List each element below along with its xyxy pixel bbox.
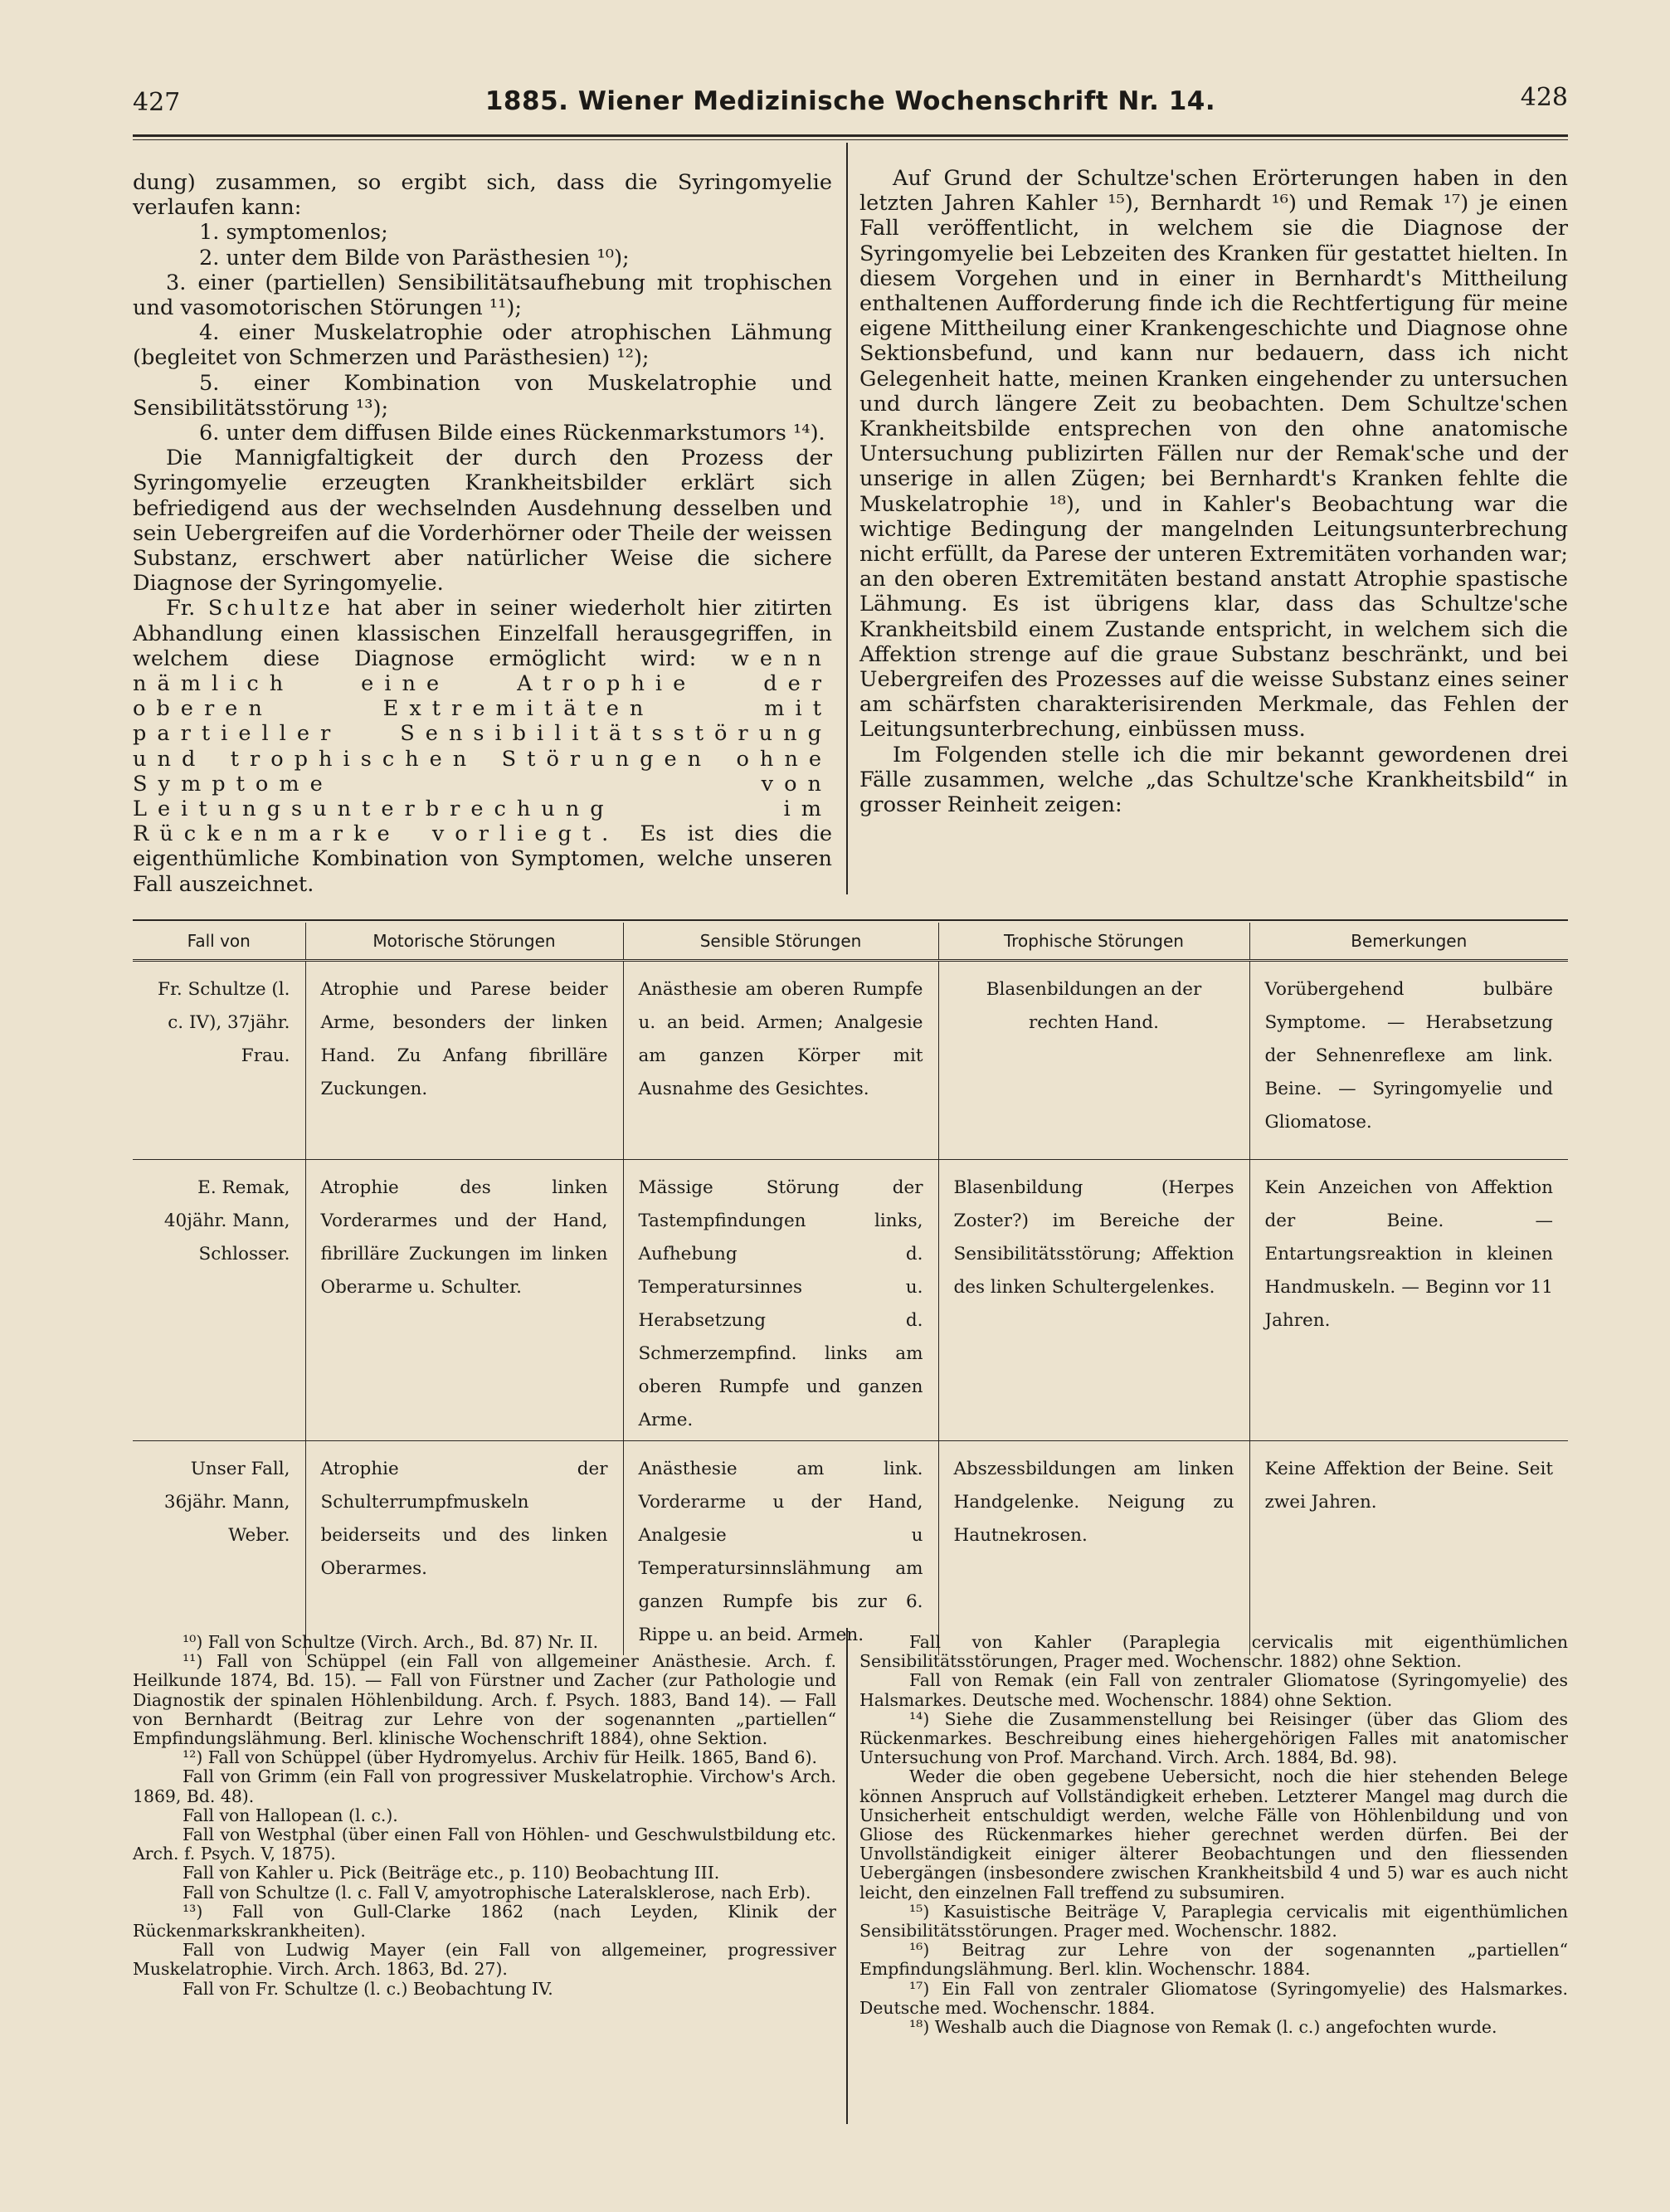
- footnotes-right: [859, 1633, 1568, 2037]
- column-divider: [846, 143, 848, 894]
- footnote: ¹⁵) Kasuistische Beiträge V, Paraplegia cervicalis mit eigenthümlichen Sensibilitätsstörungen. Prager med. Wochenschr. 1882.: [859, 1901, 1568, 1942]
- footnote: Fall von Kahler (Paraplegia cervicalis mit eigenthümlichen Sensibilitätsstörungen, Prager med. Wochenschr. 1882) ohne Sektion.: [859, 1632, 1568, 1672]
- header-rule: [133, 134, 1568, 137]
- list-item-6: 6. unter dem diffusen Bilde eines Rückenmarkstumors ¹⁴).: [199, 421, 825, 446]
- table-cell: Anästhesie am link. Vorderarme u der Hand, Analgesie u Temperatursinnslähmung am ganzen Rumpfe bis zur 6. Rippe u. an beid. Armen.: [623, 1441, 938, 1656]
- header-rule-thin: [133, 139, 1568, 140]
- footnote: ¹³) Fall von Gull-Clarke 1862 (nach Leyden, Klinik der Rückenmarkskrankheiten).: [133, 1901, 836, 1942]
- text-run: Es ist dies die eigenthümliche Kombination von Symptomen, welche unseren Fall auszeichnet.: [133, 821, 833, 897]
- left-column: [133, 170, 832, 897]
- table-cell: Keine Affektion der Beine. Seit zwei Jahren.: [1249, 1441, 1568, 1656]
- journal-title: 1885. Wiener Medizinische Wochenschrift Nr. 14.: [484, 86, 1216, 116]
- list-item-3: 3. einer (partiellen) Sensibilitätsaufhebung mit trophischen und vasomotorischen Störungen ¹¹);: [133, 270, 832, 321]
- table-cell: Vorübergehend bulbäre Symptome. — Herabsetzung der Sehnenreflexe am link. Beine. — Syringomyelie und Gliomatose.: [1249, 961, 1568, 1160]
- footnote: ¹⁰) Fall von Schultze (Virch. Arch., Bd. 87) Nr. II.: [183, 1632, 599, 1652]
- footnote: Fall von Schultze (l. c. Fall V, amyotrophische Lateralsklerose, nach Erb).: [183, 1882, 811, 1903]
- list-item-4: 4. einer Muskelatrophie oder atrophischen Lähmung (begleitet von Schmerzen und Parästhesien) ¹²);: [133, 320, 832, 371]
- footnote: ¹⁴) Siehe die Zusammenstellung bei Reisinger (über das Gliom des Rückenmarkes. Beschreibung eines hiehergehörigen Falles mit anatomischer Untersuchung von Prof. Marchand. Virch. Arch. 1884, Bd. 98).: [859, 1708, 1568, 1768]
- footnote: ¹⁷) Ein Fall von zentraler Gliomatose (Syringomyelie) des Halsmarkes. Deutsche med. Wochenschr. 1884.: [859, 1978, 1568, 2018]
- footnote: Fall von Westphal (über einen Fall von Höhlen- und Geschwulstbildung etc. Arch. f. Psych. V, 1875).: [133, 1825, 836, 1864]
- footnotes-left: [133, 1633, 836, 1999]
- table-cell: Unser Fall, 36jähr. Mann, Weber.: [133, 1441, 305, 1656]
- footnote: ¹¹) Fall von Schüppel (ein Fall von allgemeiner Anästhesie. Arch. f. Heilkunde 1874, Bd. 15). — Fall von Fürstner und Zacher (zur Pathologie und Diagnostik der spinalen Höhlenbildung. Arch. f. Psych. 1883, Band 14). — Fall von Bernhardt (Beitrag zur Lehre von der sogenannten „partiellen“ Empfindungslähmung. Berl. klinische Wochenschrift 1884), ohne Sektion.: [133, 1651, 836, 1749]
- table-row: [133, 1441, 1568, 1656]
- list-item-1: 1. symptomenlos;: [199, 220, 388, 246]
- table-cell: Abszessbildungen am linken Handgelenke. Neigung zu Hautnekrosen.: [938, 1441, 1249, 1656]
- page-number-right: 428: [1520, 83, 1568, 112]
- emphasized-text: wenn nämlich eine Atrophie der oberen Extremitäten mit partieller Sensibilitätsstörung und trophischen Störungen ohne Symptome von Leitungsunterbrechung im Rückenmarke vorliegt.: [133, 646, 832, 847]
- table-cell: E. Remak, 40jähr. Mann, Schlosser.: [133, 1160, 305, 1441]
- table-cell: Blasenbildungen an der rechten Hand.: [938, 961, 1249, 1160]
- table-header-row: [133, 923, 1568, 961]
- footnote: ¹⁶) Beitrag zur Lehre von der sogenannten „partiellen“ Empfindungslähmung. Berl. klin. Wochenschr. 1884.: [859, 1940, 1568, 1980]
- table-row: [133, 961, 1568, 1160]
- page-number-left: 427: [133, 88, 181, 117]
- footnote: ¹⁸) Weshalb auch die Diagnose von Remak (l. c.) angefochten wurde.: [909, 2017, 1497, 2038]
- text-run: Fr.: [166, 596, 208, 621]
- right-column: [859, 166, 1568, 817]
- list-item-2: 2. unter dem Bilde von Parästhesien ¹⁰);: [199, 245, 630, 270]
- table-cell: Atrophie und Parese beider Arme, besonders der linken Hand. Zu Anfang fibrilläre Zuckungen.: [305, 961, 623, 1160]
- page-header: [133, 80, 1568, 126]
- footnote: Fall von Ludwig Mayer (ein Fall von allgemeiner, progressiver Muskelatrophie. Virch. Arch. 1863, Bd. 27).: [133, 1940, 836, 1980]
- table-cell: Atrophie der Schulterrumpfmuskeln beiderseits und des linken Oberarmes.: [305, 1441, 623, 1656]
- column-header: Trophische Störungen: [938, 923, 1249, 961]
- table-cell: Fr. Schultze (l. c. IV), 37jähr. Frau.: [158, 979, 290, 1066]
- footnote: ¹²) Fall von Schüppel (über Hydromyelus. Archiv für Heilk. 1865, Band 6).: [183, 1747, 818, 1768]
- left-para-schultze: [133, 596, 832, 896]
- footnote: Fall von Fr. Schultze (l. c.) Beobachtung IV.: [183, 1978, 553, 1999]
- column-header: Fall von: [133, 923, 305, 961]
- footnote: Fall von Kahler u. Pick (Beiträge etc., p. 110) Beobachtung III.: [183, 1863, 720, 1883]
- footnote: Fall von Remak (ein Fall von zentraler Gliomatose (Syringomyelie) des Halsmarkes. Deutsche med. Wochenschr. 1884) ohne Sektion.: [859, 1670, 1568, 1710]
- right-para-1: Auf Grund der Schultze'schen Erörterungen haben in den letzten Jahren Kahler ¹⁵), Bernhardt ¹⁶) und Remak ¹⁷) je einen Fall veröffentlicht, in welchem sie die Diagnose der Syringomyelie bei Lebzeiten des Kranken für gestattet hielten. In diesem Vorgehen und in einer in Bernhardt's Mittheilung enthaltenen Aufforderung finde ich die Rechtfertigung für meine eigene Mittheilung einer Krankengeschichte und Diagnose ohne Sektionsbefund, und kann nur bedauern, dass ich nicht Gelegenheit hatte, meinen Kranken eingehender zu untersuchen und durch längere Zeit zu beobachten. Dem Schultze'schen Krankheitsbilde entsprechen von den ohne anatomische Untersuchung publizirten Fällen nur der Remak'sche und der unserige in allen Zügen; bei Bernhardt's Kranken fehlte die Muskelatrophie ¹⁸), und in Kahler's Beobachtung war die wichtige Bedingung der mangelnden Leitungsunterbrechung nicht erfüllt, da Parese der unteren Extremitäten vorhanden war; an den oberen Extremitäten bestand anstatt Atrophie spastische Lähmung. Es ist übrigens klar, dass das Schultze'sche Krankheitsbild einem Zustande entspricht, in welchem sich die Affektion strenge auf die graue Substanz beschränkt, und bei Uebergreifen des Prozesses auf die weisse Substanz eines seiner am schärfsten charakterisirenden Merkmale, das Fehlen der Leitungsunterbrechung, einbüssen muss.: [859, 166, 1568, 743]
- footnote: Fall von Hallopean (l. c.).: [183, 1805, 398, 1825]
- table-cell: Atrophie des linken Vorderarmes und der Hand, fibrilläre Zuckungen im linken Oberarme u. Schulter.: [305, 1160, 623, 1441]
- comparison-table: [133, 923, 1568, 1655]
- author-name: Schultze: [207, 596, 334, 621]
- table-top-rule: [133, 919, 1568, 921]
- column-header: Bemerkungen: [1249, 923, 1568, 961]
- footnote-divider: [846, 1628, 848, 2124]
- text-run: hat aber in seiner wiederholt hier zitirten Abhandlung einen klassischen Einzelfall herausgegriffen, in welchem diese Diagnose ermöglicht wird:: [133, 596, 832, 671]
- right-para-2: Im Folgenden stelle ich die mir bekannt gewordenen drei Fälle zusammen, welche „das Schultze'sche Krankheitsbild“ in grosser Reinheit zeigen:: [859, 742, 1568, 818]
- table-cell: Blasenbildung (Herpes Zoster?) im Bereiche der Sensibilitätsstörung; Affektion des linken Schultergelenkes.: [938, 1160, 1249, 1441]
- footnote: Fall von Grimm (ein Fall von progressiver Muskelatrophie. Virchow's Arch. 1869, Bd. 48).: [133, 1766, 836, 1806]
- table-cell: Kein Anzeichen von Affektion der Beine. — Entartungsreaktion in kleinen Handmuskeln. — Beginn vor 11 Jahren.: [1249, 1160, 1568, 1441]
- table-cell: Anästhesie am oberen Rumpfe u. an beid. Armen; Analgesie am ganzen Körper mit Ausnahme des Gesichtes.: [623, 961, 938, 1160]
- table-row: [133, 1160, 1568, 1441]
- footnote: Weder die oben gegebene Uebersicht, noch die hier stehenden Belege können Anspruch auf Vollständigkeit erheben. Letzterer Mangel mag durch die Unsicherheit entschuldigt werden, welche Fälle von Höhlenbildung und von Gliose des Rückenmarkes hieher gerechnet werden dürfen. Bei der Unvollständigkeit einiger älterer Beobachtungen und den fliessenden Uebergängen (insbesondere zwischen Krankheitsbild 4 und 5) war es auch nicht leicht, den einzelnen Fall treffend zu subsumiren.: [859, 1766, 1568, 1903]
- list-item-5: 5. einer Kombination von Muskelatrophie und Sensibilitätsstörung ¹³);: [133, 370, 832, 421]
- left-para-intro: dung) zusammen, so ergibt sich, dass die Syringomyelie verlaufen kann:: [133, 170, 832, 221]
- column-header: Sensible Störungen: [623, 923, 938, 961]
- table-cell: Mässige Störung der Tastempfindungen links, Aufhebung d. Temperatursinnes u. Herabsetzung d. Schmerzempfind. links am oberen Rumpfe und ganzen Arme.: [623, 1160, 938, 1441]
- left-para-mannigfaltigkeit: Die Mannigfaltigkeit der durch den Prozess der Syringomyelie erzeugten Krankheitsbilder erklärt sich befriedigend aus der wechselnden Ausdehnung desselben und sein Uebergreifen auf die Vorderhörner oder Theile der weissen Substanz, erschwert aber natürlicher Weise die sichere Diagnose der Syringomyelie.: [133, 446, 832, 597]
- column-header: Motorische Störungen: [305, 923, 623, 961]
